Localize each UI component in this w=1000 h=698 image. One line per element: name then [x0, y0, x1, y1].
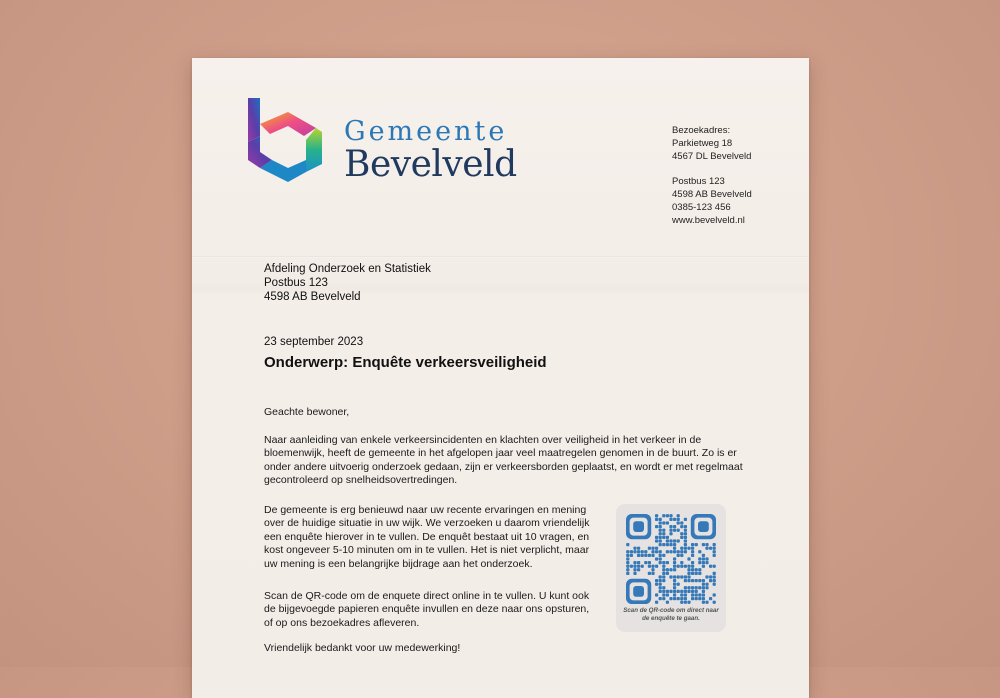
municipality-logo-icon — [244, 96, 326, 192]
closing-line: Vriendelijk bedankt voor uw medewerking! — [264, 642, 461, 654]
recipient-line: Postbus 123 — [264, 277, 328, 289]
address-line: 0385-123 456 — [672, 201, 731, 213]
letter-paper — [192, 58, 809, 698]
recipient-address-block — [264, 262, 431, 304]
qr-code-icon[interactable] — [626, 514, 716, 604]
address-line: Parkietweg 18 — [672, 137, 733, 149]
brand-name-line1: Gemeente — [344, 116, 508, 147]
address-line: 4598 AB Bevelveld — [672, 188, 752, 200]
letter-date: 23 september 2023 — [264, 336, 364, 348]
address-line: Postbus 123 — [672, 176, 725, 188]
brand-name-line2: Bevelveld — [344, 144, 517, 185]
address-line: Bezoekadres: — [672, 125, 731, 136]
body-paragraph-2: De gemeente is erg benieuwd naar uw recente ervaringen en mening over de huidige situatie in uw wijk. We verzoeken u daarom vriendelijk een enquête hierover in te vullen. De enquêt bestaat uit 10 vragen, en kost ongeveer 5-10 minuten om in te vullen. Het is niet verplicht, maar uw mening is een belangrijke bijdrage aan het onderzoek. — [264, 504, 590, 570]
paper-fold-line — [192, 256, 809, 258]
body-paragraph-1: Naar aanleiding van enkele verkeersincidenten en klachten over veiligheid in het verkeer in de bloemenwijk, heeft de gemeente in het afgelopen jaar veel maatregelen genomen in de buurt. Zo is er onder andere uitvoerig onderzoek gedaan, zijn er verkeersborden geplaatst, en wordt er met regelmaat gecontroleerd op snelheidsovertredingen. — [264, 434, 743, 487]
letter-subject: Onderwerp: Enquête verkeersveiligheid — [264, 354, 547, 371]
qr-caption: Scan de QR-code om direct naar de enquête te gaan. — [623, 607, 719, 622]
address-line: www.bevelveld.nl — [672, 214, 745, 226]
qr-code-card — [616, 504, 726, 632]
recipient-line: 4598 AB Bevelveld — [264, 291, 361, 303]
sender-address-block — [672, 125, 752, 227]
address-line: 4567 DL Bevelveld — [672, 150, 752, 162]
recipient-line: Afdeling Onderzoek en Statistiek — [264, 263, 431, 275]
body-paragraph-3: Scan de QR-code om de enquete direct online in te vullen. U kunt ook de bijgevoegde papieren enquête invullen en deze naar ons opsturen, of op ons bezoekadres afleveren. — [264, 590, 590, 629]
address-spacer — [672, 163, 752, 176]
salutation: Geachte bewoner, — [264, 406, 350, 418]
